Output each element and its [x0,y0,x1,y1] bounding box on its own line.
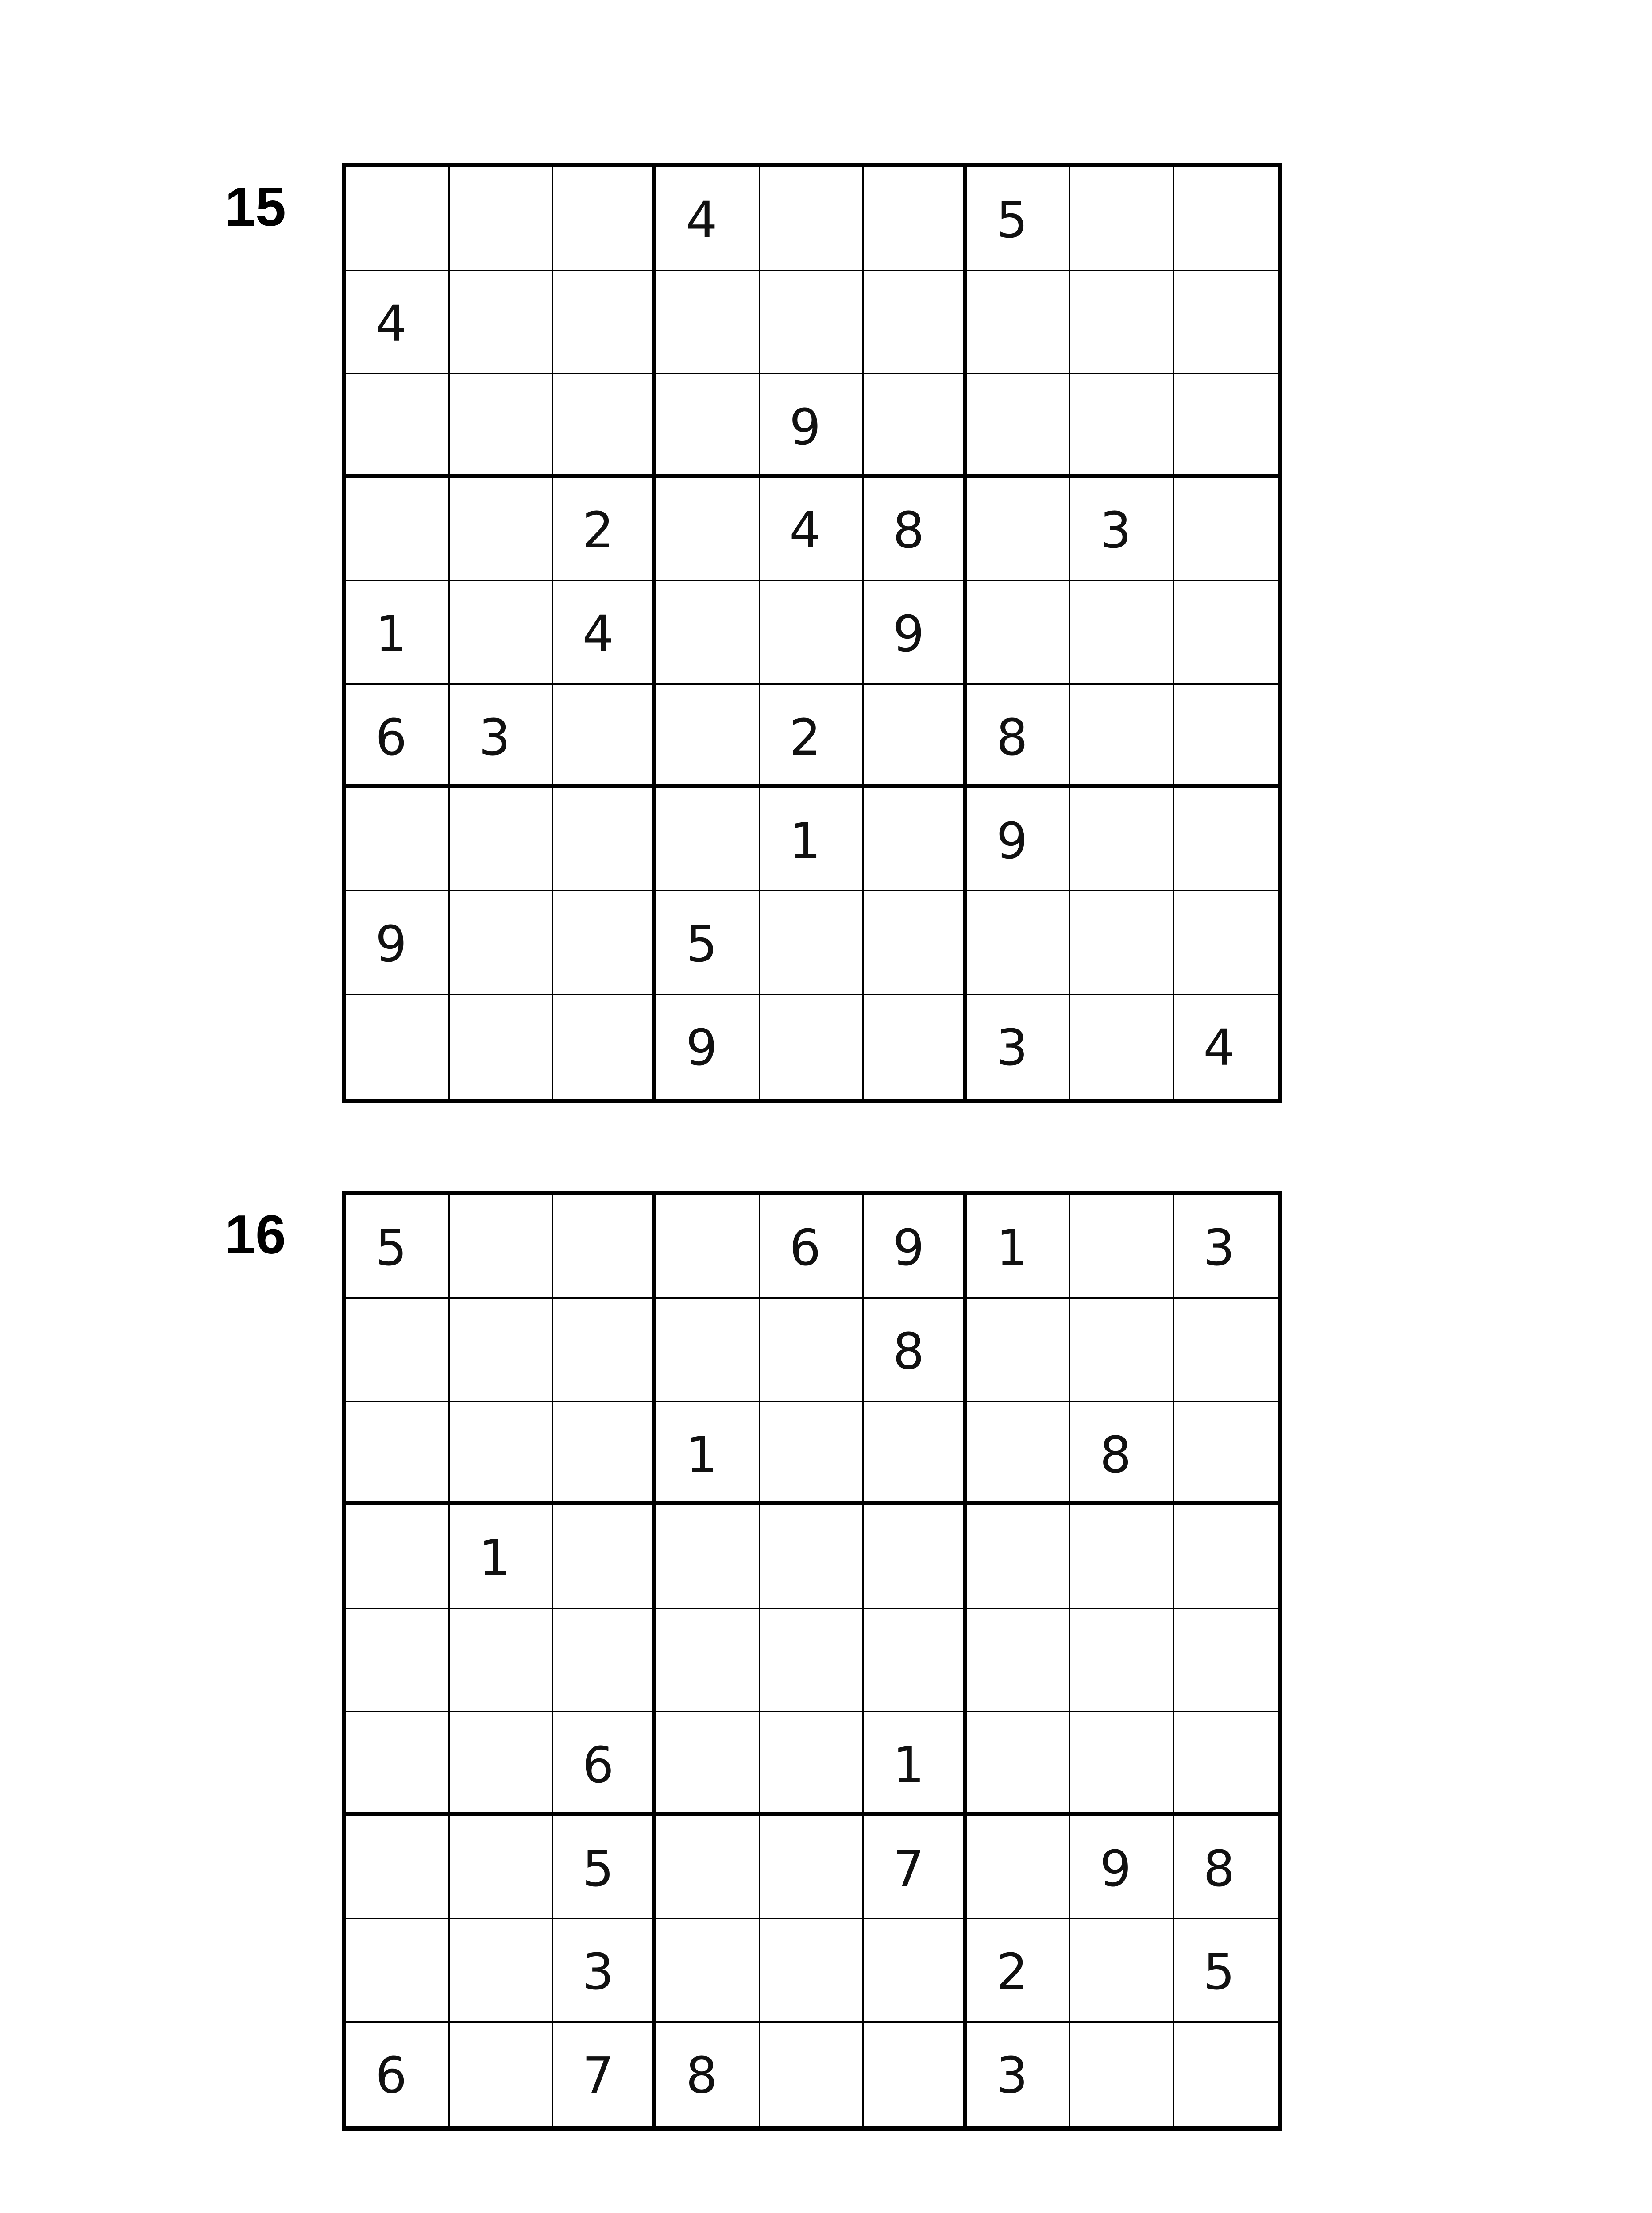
cell-digit: 3 [1203,1219,1235,1277]
sudoku-cell[interactable] [864,1712,967,1816]
cell-digit: 5 [582,1840,614,1898]
sudoku-cell[interactable] [967,581,1071,685]
cell-digit: 8 [892,1322,925,1380]
puzzle-number: 16 [225,1204,286,1265]
cell-digit: 3 [1100,502,1131,560]
cell-digit: 2 [996,1943,1028,2001]
sudoku-cell[interactable] [553,2023,657,2126]
sudoku-cell[interactable] [967,1609,1071,1712]
sudoku-cell[interactable] [864,788,967,892]
cell-digit: 4 [789,502,821,560]
cell-digit: 3 [996,2047,1028,2105]
sudoku-cell[interactable] [760,1505,864,1609]
cell-digit: 5 [1203,1943,1235,2001]
sudoku-cell[interactable] [760,1609,864,1712]
sudoku-cell[interactable] [656,1609,760,1712]
sudoku-cell[interactable] [967,1712,1071,1816]
sudoku-cell[interactable] [1070,478,1174,581]
sudoku-cell[interactable] [656,995,760,1099]
cell-digit: 1 [375,605,407,663]
cell-digit: 5 [375,1219,407,1277]
sudoku-cell[interactable] [450,1505,553,1609]
sudoku-cell[interactable] [656,1299,760,1402]
sudoku-cell[interactable] [346,374,450,478]
sudoku-cell[interactable] [864,271,967,374]
sudoku-cell[interactable] [967,1402,1071,1506]
sudoku-cell[interactable] [760,581,864,685]
sudoku-puzzle-15 [0,163,1652,1103]
sudoku-cell[interactable] [1070,1816,1174,1920]
sudoku-cell[interactable] [1174,995,1278,1099]
sudoku-cell[interactable] [1174,271,1278,374]
sudoku-cell[interactable] [346,581,450,685]
sudoku-cell[interactable] [656,891,760,995]
sudoku-cell[interactable] [967,1816,1071,1920]
sudoku-cell[interactable] [1070,1712,1174,1816]
puzzle-number: 15 [225,177,286,238]
sudoku-cell[interactable] [346,167,450,271]
cell-digit: 8 [1100,1426,1131,1484]
sudoku-cell[interactable] [1174,478,1278,581]
sudoku-cell[interactable] [967,685,1071,788]
sudoku-cell[interactable] [553,1299,657,1402]
sudoku-cell[interactable] [760,1195,864,1299]
sudoku-cell[interactable] [346,2023,450,2126]
cell-digit: 7 [892,1840,925,1898]
sudoku-cell[interactable] [656,271,760,374]
sudoku-cell[interactable] [450,1402,553,1506]
cell-digit: 2 [582,502,614,560]
sudoku-cell[interactable] [553,685,657,788]
sudoku-cell[interactable] [967,271,1071,374]
sudoku-cell[interactable] [450,1195,553,1299]
sudoku-cell[interactable] [864,167,967,271]
sudoku-cell[interactable] [967,167,1071,271]
sudoku-cell[interactable] [1070,995,1174,1099]
sudoku-cell[interactable] [760,891,864,995]
cell-digit: 3 [582,1943,614,2001]
sudoku-cell[interactable] [656,1919,760,2023]
sudoku-cell[interactable] [760,1402,864,1506]
sudoku-cell[interactable] [1174,1505,1278,1609]
sudoku-cell[interactable] [1070,685,1174,788]
cell-digit: 9 [996,812,1028,870]
sudoku-cell[interactable] [967,995,1071,1099]
sudoku-cell[interactable] [346,1195,450,1299]
cell-digit: 1 [996,1219,1028,1277]
cell-digit: 4 [1203,1019,1235,1077]
sudoku-cell[interactable] [450,891,553,995]
sudoku-cell[interactable] [346,271,450,374]
sudoku-cell[interactable] [1174,788,1278,892]
sudoku-cell[interactable] [553,374,657,478]
sudoku-cell[interactable] [1070,788,1174,892]
cell-digit: 8 [996,709,1028,767]
sudoku-cell[interactable] [1174,1919,1278,2023]
sudoku-cell[interactable] [656,1505,760,1609]
sudoku-cell[interactable] [346,478,450,581]
sudoku-cell[interactable] [1070,1919,1174,2023]
sudoku-cell[interactable] [864,1195,967,1299]
sudoku-cell[interactable] [450,2023,553,2126]
cell-digit: 8 [686,2047,718,2105]
sudoku-cell[interactable] [1174,581,1278,685]
sudoku-cell[interactable] [553,167,657,271]
sudoku-cell[interactable] [1070,1402,1174,1506]
cell-digit: 4 [375,295,407,353]
cell-digit: 4 [582,605,614,663]
sudoku-puzzle-16 [0,1191,1652,2131]
sudoku-cell[interactable] [656,1195,760,1299]
sudoku-cell[interactable] [656,478,760,581]
sudoku-cell[interactable] [864,891,967,995]
sudoku-cell[interactable] [450,271,553,374]
cell-digit: 6 [789,1219,821,1277]
sudoku-cell[interactable] [553,891,657,995]
sudoku-cell[interactable] [760,1919,864,2023]
cell-digit: 1 [479,1530,511,1588]
sudoku-cell[interactable] [864,1816,967,1920]
sudoku-cell[interactable] [346,891,450,995]
cell-digit: 9 [1100,1840,1131,1898]
sudoku-cell[interactable] [760,788,864,892]
sudoku-cell[interactable] [346,1816,450,1920]
sudoku-cell[interactable] [450,581,553,685]
sudoku-cell[interactable] [967,478,1071,581]
sudoku-cell[interactable] [864,374,967,478]
sudoku-cell[interactable] [864,1609,967,1712]
sudoku-cell[interactable] [967,1505,1071,1609]
cell-digit: 5 [686,916,718,974]
sudoku-cell[interactable] [450,1712,553,1816]
sudoku-cell[interactable] [656,167,760,271]
cell-digit: 3 [479,709,511,767]
sudoku-cell[interactable] [1174,1402,1278,1506]
sudoku-cell[interactable] [1070,1609,1174,1712]
sudoku-cell[interactable] [864,1505,967,1609]
sudoku-cell[interactable] [450,995,553,1099]
sudoku-cell[interactable] [864,685,967,788]
sudoku-cell[interactable] [864,2023,967,2126]
cell-digit: 9 [375,916,407,974]
sudoku-cell[interactable] [346,685,450,788]
sudoku-cell[interactable] [1070,167,1174,271]
sudoku-cell[interactable] [1174,1609,1278,1712]
sudoku-grid [342,1191,1282,2131]
sudoku-cell[interactable] [346,1609,450,1712]
sudoku-cell[interactable] [346,788,450,892]
cell-digit: 6 [582,1736,614,1794]
sudoku-cell[interactable] [450,788,553,892]
sudoku-cell[interactable] [1174,685,1278,788]
sudoku-cell[interactable] [1174,891,1278,995]
sudoku-cell[interactable] [1174,167,1278,271]
sudoku-cell[interactable] [1174,2023,1278,2126]
sudoku-cell[interactable] [656,1816,760,1920]
sudoku-cell[interactable] [760,995,864,1099]
cell-digit: 8 [1203,1840,1235,1898]
sudoku-cell[interactable] [553,581,657,685]
sudoku-cell[interactable] [967,891,1071,995]
sudoku-cell[interactable] [450,1919,553,2023]
sudoku-cell[interactable] [656,2023,760,2126]
sudoku-cell[interactable] [967,1919,1071,2023]
sudoku-cell[interactable] [450,1299,553,1402]
cell-digit: 4 [686,192,718,249]
cell-digit: 6 [375,709,407,767]
sudoku-cell[interactable] [553,478,657,581]
cell-digit: 1 [789,812,821,870]
sudoku-cell[interactable] [346,1299,450,1402]
sudoku-cell[interactable] [346,1402,450,1506]
sudoku-cell[interactable] [1070,1299,1174,1402]
sudoku-cell[interactable] [1070,271,1174,374]
sudoku-cell[interactable] [656,1402,760,1506]
sudoku-cell[interactable] [760,685,864,788]
sudoku-cell[interactable] [864,995,967,1099]
cell-digit: 9 [892,1219,925,1277]
sudoku-cell[interactable] [553,1402,657,1506]
sudoku-cell[interactable] [760,167,864,271]
sudoku-cell[interactable] [760,1712,864,1816]
sudoku-cell[interactable] [553,271,657,374]
sudoku-cell[interactable] [450,1609,553,1712]
sudoku-cell[interactable] [864,581,967,685]
sudoku-cell[interactable] [1174,1816,1278,1920]
sudoku-cell[interactable] [346,1919,450,2023]
sudoku-cell[interactable] [967,1195,1071,1299]
sudoku-cell[interactable] [450,478,553,581]
sudoku-cell[interactable] [553,1919,657,2023]
sudoku-cell[interactable] [450,685,553,788]
sudoku-cell[interactable] [1070,581,1174,685]
sudoku-cell[interactable] [967,788,1071,892]
sudoku-cell[interactable] [656,1712,760,1816]
sudoku-cell[interactable] [1070,374,1174,478]
sudoku-cell[interactable] [1174,1712,1278,1816]
sudoku-cell[interactable] [760,271,864,374]
sudoku-cell[interactable] [1070,1195,1174,1299]
sudoku-cell[interactable] [760,1816,864,1920]
sudoku-cell[interactable] [553,1712,657,1816]
sudoku-cell[interactable] [656,374,760,478]
cell-digit: 1 [892,1736,925,1794]
sudoku-cell[interactable] [1070,2023,1174,2126]
sudoku-cell[interactable] [553,788,657,892]
cell-digit: 5 [996,192,1028,249]
sudoku-grid [342,163,1282,1103]
sudoku-cell[interactable] [760,1299,864,1402]
sudoku-cell[interactable] [864,1299,967,1402]
cell-digit: 9 [789,398,821,456]
sudoku-cell[interactable] [553,1816,657,1920]
sudoku-cell[interactable] [1070,1505,1174,1609]
sudoku-cell[interactable] [346,995,450,1099]
sudoku-cell[interactable] [864,1402,967,1506]
cell-digit: 9 [892,605,925,663]
sudoku-cell[interactable] [346,1712,450,1816]
sudoku-cell[interactable] [450,1816,553,1920]
cell-digit: 7 [582,2047,614,2105]
cell-digit: 3 [996,1019,1028,1077]
sudoku-cell[interactable] [760,374,864,478]
sudoku-cell[interactable] [1174,1299,1278,1402]
sudoku-cell[interactable] [450,167,553,271]
sudoku-cell[interactable] [656,581,760,685]
sudoku-cell[interactable] [1070,891,1174,995]
sudoku-cell[interactable] [1174,1195,1278,1299]
sudoku-cell[interactable] [656,788,760,892]
sudoku-cell[interactable] [967,374,1071,478]
cell-digit: 2 [789,709,821,767]
sudoku-cell[interactable] [760,478,864,581]
cell-digit: 6 [375,2047,407,2105]
sudoku-cell[interactable] [967,1299,1071,1402]
sudoku-cell[interactable] [760,2023,864,2126]
sudoku-cell[interactable] [967,2023,1071,2126]
sudoku-cell[interactable] [864,478,967,581]
sudoku-cell[interactable] [656,685,760,788]
sudoku-cell[interactable] [553,995,657,1099]
sudoku-cell[interactable] [553,1609,657,1712]
sudoku-cell[interactable] [450,374,553,478]
sudoku-cell[interactable] [1174,374,1278,478]
sudoku-cell[interactable] [553,1195,657,1299]
cell-digit: 9 [686,1019,718,1077]
sudoku-cell[interactable] [864,1919,967,2023]
cell-digit: 8 [892,502,925,560]
sudoku-cell[interactable] [346,1505,450,1609]
sudoku-cell[interactable] [553,1505,657,1609]
cell-digit: 1 [686,1426,718,1484]
